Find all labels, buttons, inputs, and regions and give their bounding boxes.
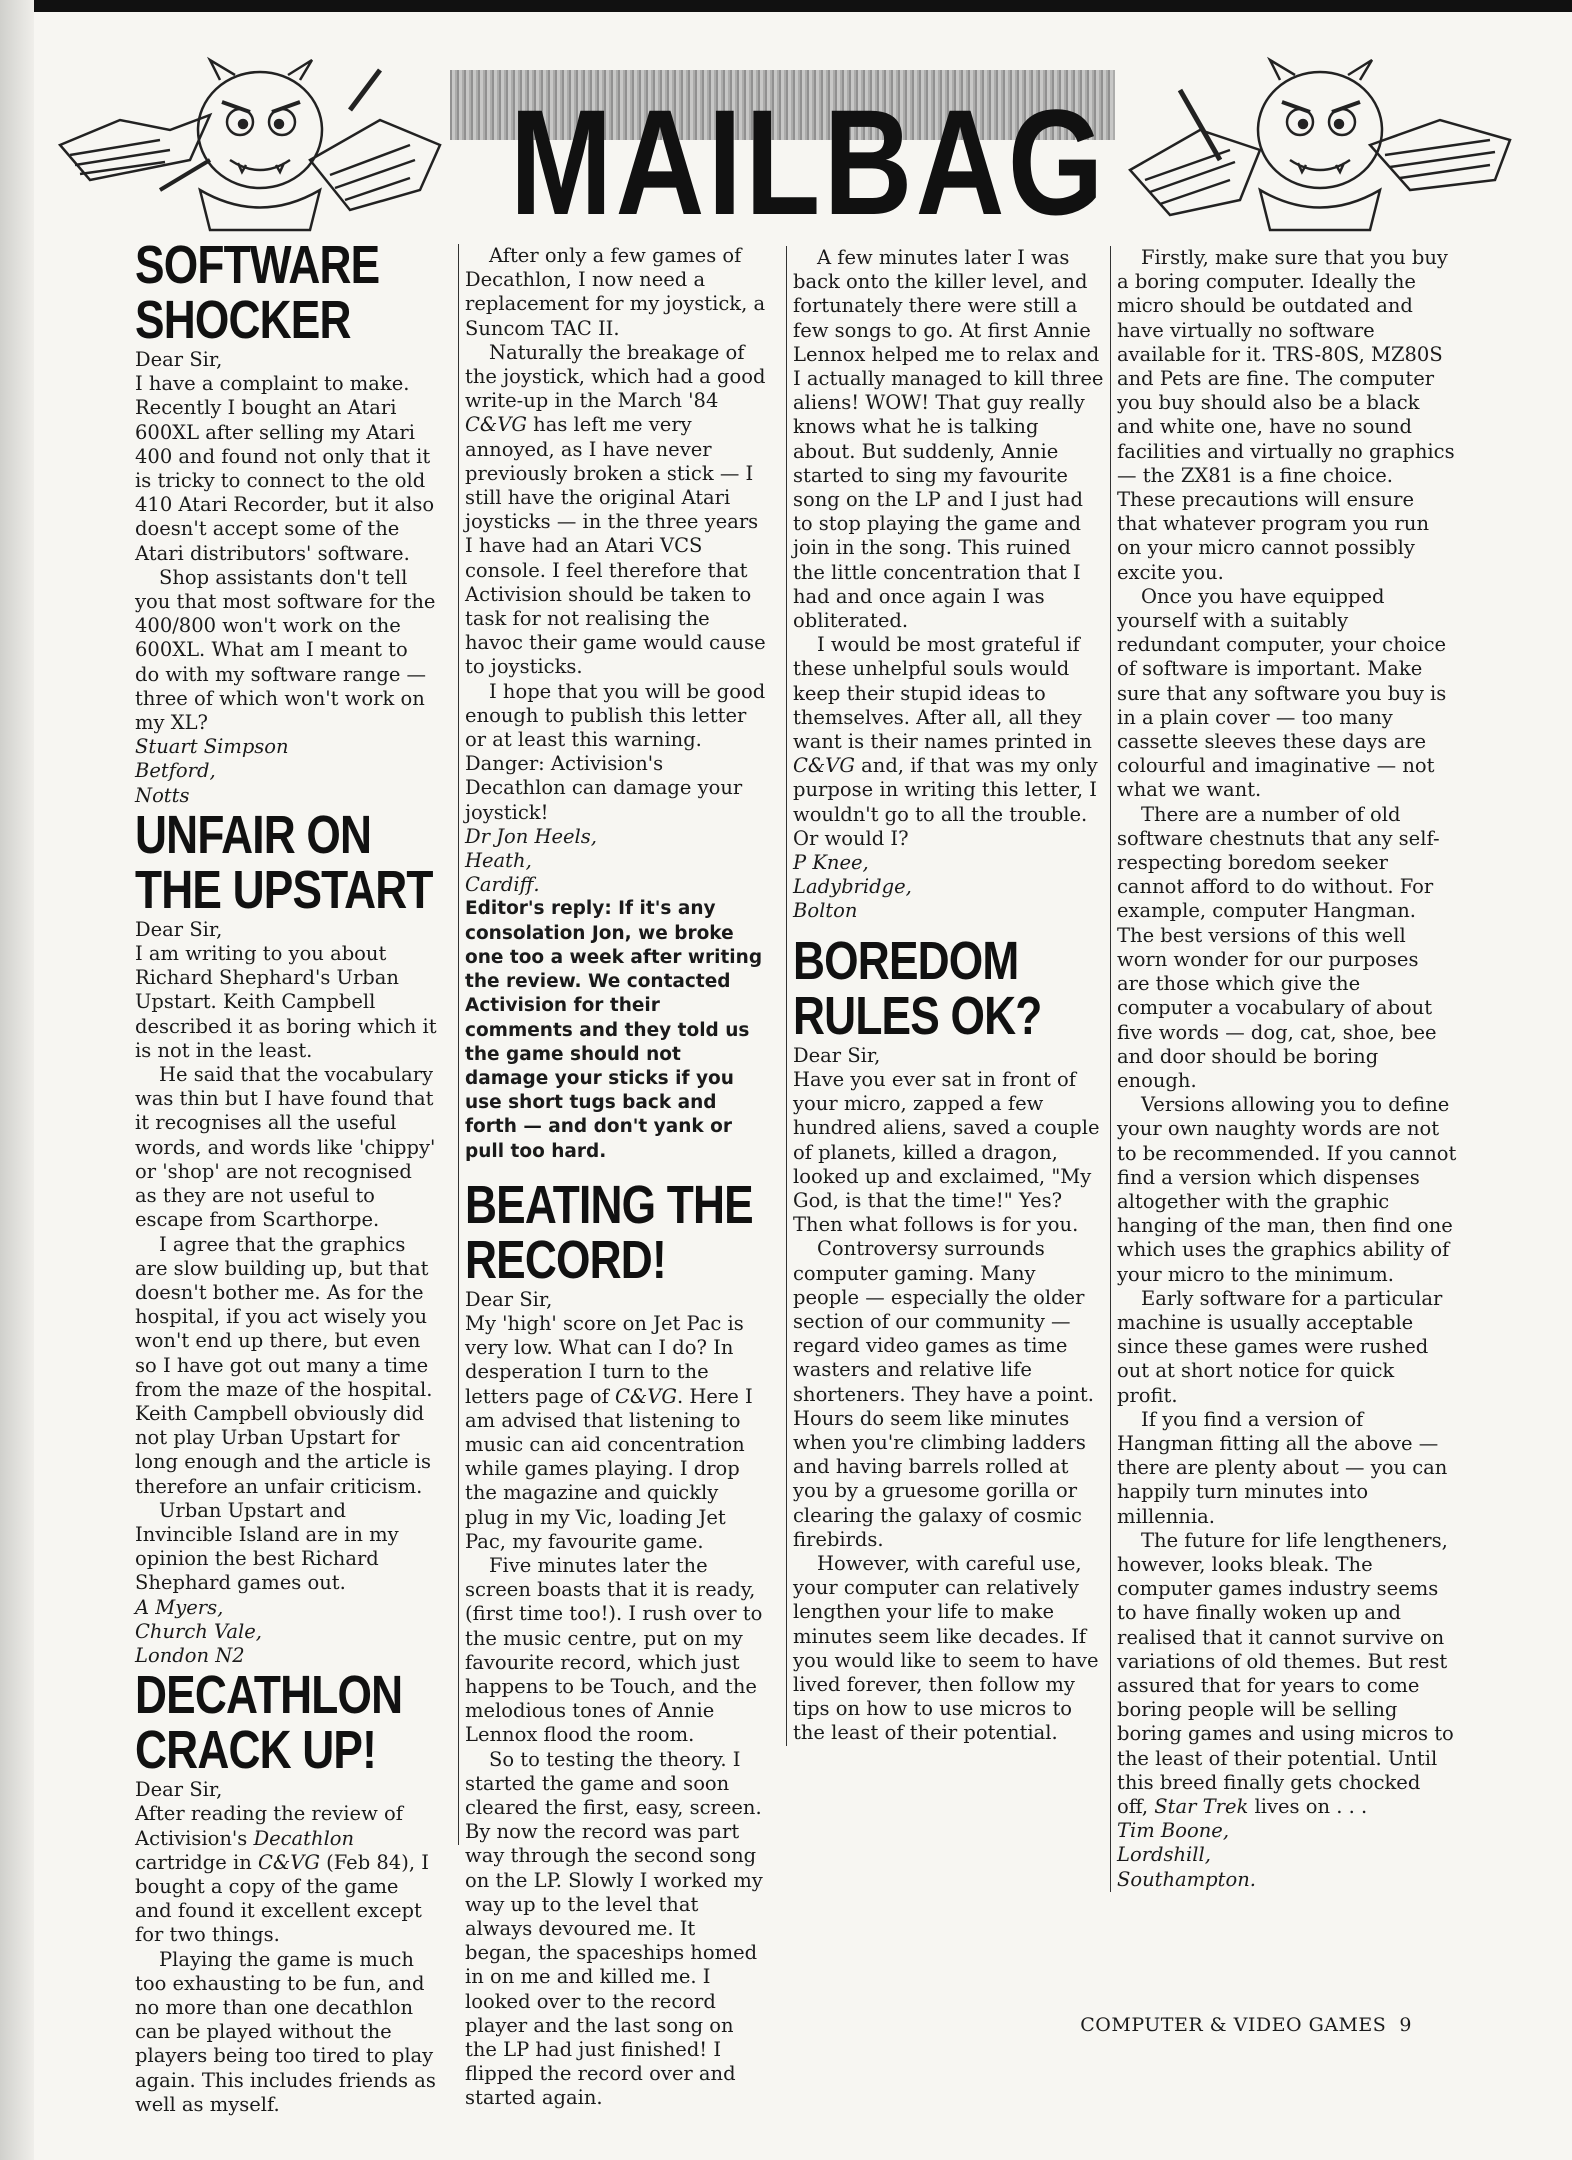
- signature-name: A Myers,: [135, 1595, 224, 1619]
- page-footer: [1080, 2014, 1412, 2036]
- salutation: Dear Sir,: [135, 917, 223, 941]
- letter-paragraph: Playing the game is much too exhausting to be fun, and no more than one decathlon can be played without the players being too tired to play again. This includes friends as well as myself.: [135, 1947, 436, 2116]
- signature-line: Heath,: [465, 849, 532, 873]
- top-edge: [0, 0, 1572, 12]
- monster-writer-illustration-right: [1120, 50, 1520, 235]
- signature-name: Dr Jon Heels,: [465, 824, 597, 848]
- signature-line: Lordshill,: [1117, 1843, 1211, 1867]
- letter-heading: BOREDOM RULES OK?: [793, 930, 1042, 1046]
- salutation: Dear Sir,: [135, 1778, 223, 1802]
- letter-paragraph: If you find a version of Hangman fitting all the above — there are plenty about — you can happily turn minutes into millennia.: [1117, 1407, 1448, 1528]
- signature-line: Cardiff.: [465, 873, 540, 897]
- mailbag-header: [40, 40, 1525, 246]
- signature-name: Tim Boone,: [1117, 1819, 1230, 1843]
- column-1: [135, 235, 437, 2117]
- letter-paragraph: I hope that you will be good enough to publish this letter or at least this warning. Danger: Activision's Decathlon can damage your joystick!: [465, 679, 766, 824]
- letter-paragraph: After only a few games of Decathlon, I now need a replacement for my joystick, a Suncom TAC II.: [465, 244, 766, 340]
- letter-paragraph: However, with careful use, your computer can relatively lengthen your life to make minutes seem like decades. If you would like to seem to have lived forever, then follow my tips on how to use micros to the least of their potential.: [793, 1551, 1099, 1745]
- letter-paragraph: Early software for a particular machine is usually acceptable since these games were rushed out at short notice for quick profit.: [1117, 1286, 1443, 1407]
- letter-paragraph: Shop assistants don't tell you that most software for the 400/800 won't work on the 600XL. What am I meant to do with my software range — three of which won't work on my XL?: [135, 565, 436, 735]
- letter-paragraph: The future for life lengtheners, however, looks bleak. The computer games industry seems to have finally woken up and realised that it cannot survive on variations of old themes. But rest assured that for years to come boring people will be selling boring games and using micros to the least of their potential. Until this breed finally gets chocked off, Star Trek lives on . . .: [1117, 1528, 1454, 1818]
- letter-paragraph: Urban Upstart and Invincible Island are in my opinion the best Richard Shephard games out.: [135, 1498, 399, 1595]
- letter-paragraph: Once you have equipped yourself with a suitably redundant computer, your choice of software is important. Make sure that any software you buy is in a plain cover — too many cassette sleeves these days are colourful and imaginative — not what we want.: [1117, 584, 1447, 802]
- letter-paragraph: There are a number of old software chestnuts that any self-respecting boredom seeker cannot afford to do without. For example, computer Hangman. The best versions of this well worn wonder for our purposes are those which give the computer a vocabulary of about five words — dog, cat, shoe, bee and door should be boring enough.: [1117, 802, 1440, 1092]
- signature-line: Ladybridge,: [793, 875, 912, 899]
- column-2: [458, 244, 767, 2110]
- letter-paragraph: After reading the review of Activision's Decathlon cartridge in C&VG (Feb 84), I bought a copy of the game and found it excellent except for two things.: [135, 1802, 429, 1947]
- salutation: Dear Sir,: [793, 1043, 881, 1067]
- signature-line: Southampton.: [1117, 1867, 1256, 1891]
- mailbag-logo: [450, 40, 1115, 246]
- editor-reply: Editor's reply: If it's any consolation Jon, we broke one too a week after writing the review. We contacted Activision for their comments and they told us the game should not damage your sticks if you use short tugs back and forth — and don't yank or pull too hard.: [465, 898, 763, 1162]
- letter-heading: UNFAIR ON THE UPSTART: [135, 804, 433, 920]
- signature-line: London N2: [135, 1643, 245, 1667]
- magazine-name: COMPUTER & VIDEO GAMES: [1080, 2014, 1387, 2036]
- letter-paragraph: So to testing the theory. I started the game and soon cleared the first, easy, screen. By now the record was part way through the second song on the LP. Slowly I worked my way up to the level that always devoured me. It began, the spaceships homed in on me and killed me. I looked over to the record player and the last song on the LP had just finished! I flipped the record over and started again.: [465, 1747, 763, 2110]
- signature-name: Stuart Simpson: [135, 735, 289, 759]
- letter-paragraph: I would be most grateful if these unhelpful souls would keep their stupid ideas to themselves. After all, all they want is their names printed in C&VG and, if that was my only purpose in writing this letter, I wouldn't go to all the trouble. Or would I?: [793, 633, 1098, 850]
- column-4: [1110, 246, 1457, 1892]
- letter-paragraph: I am writing to you about Richard Shephard's Urban Upstart. Keith Campbell described it as boring which it is not in the least.: [135, 942, 437, 1062]
- letter-paragraph: Have you ever sat in front of your micro, zapped a few hundred aliens, saved a couple of planets, killed a dragon, looked up and exclaimed, "My God, is that the time!" Yes? Then what follows is for you.: [793, 1067, 1100, 1237]
- page-number: 9: [1399, 2014, 1412, 2036]
- letter-paragraph: Versions allowing you to define your own naughty words are not to be recommended. If you cannot find a version which dispenses altogether with the graphic hanging of the man, then find one which uses the graphics ability of your micro to the minimum.: [1117, 1093, 1457, 1286]
- signature-name: P Knee,: [793, 851, 869, 875]
- page-title: MAILBAG: [509, 78, 1107, 246]
- letter-paragraph: I have a complaint to make. Recently I bought an Atari 600XL after selling my Atari 400 and found not only that it is tricky to connect to the old 410 Atari Recorder, but it also doesn't accept some of the Atari distributors' software.: [135, 372, 435, 565]
- letter-heading: SOFTWARE SHOCKER: [135, 235, 380, 350]
- letter-paragraph: Firstly, make sure that you buy a boring computer. Ideally the micro should be outdated and have virtually no software available for it. TRS-80S, MZ80S and Pets are fine. The computer you buy should also be a black and white one, have no sound facilities and virtually no graphics — the ZX81 is a fine choice. These precautions will ensure that whatever program you run on your micro cannot possibly excite you.: [1117, 246, 1455, 584]
- salutation: Dear Sir,: [465, 1287, 553, 1311]
- letter-paragraph: He said that the vocabulary was thin but I have found that it recognises all the useful words, and words like 'chippy' or 'shop' are not recognised as they are not useful to escape from Scarthorpe.: [135, 1063, 436, 1232]
- letter-paragraph: A few minutes later I was back onto the killer level, and fortunately there were still a few songs to go. At first Annie Lennox helped me to relax and I actually managed to kill three aliens! WOW! That guy really knows what he is talking about. But suddenly, Annie started to sing my favourite song on the LP and I just had to stop playing the game and join in the song. This ruined the little concentration that I had and once again I was obliterated.: [793, 246, 1104, 633]
- letter-paragraph: My 'high' score on Jet Pac is very low. What can I do? In desperation I turn to the letters page of C&VG. Here I am advised that listening to music can aid concentration while games playing. I drop the magazine and quickly plug in my Vic, loading Jet Pac, my favourite game.: [465, 1311, 753, 1553]
- column-3: [786, 246, 1105, 1746]
- signature-line: Betford,: [135, 759, 216, 783]
- signature-line: Church Vale,: [135, 1619, 262, 1643]
- letter-heading: DECATHLON CRACK UP!: [135, 1665, 403, 1781]
- letter-heading: BEATING THE RECORD!: [465, 1174, 753, 1290]
- signature-line: Bolton: [793, 899, 858, 923]
- monster-writer-illustration-left: [50, 50, 450, 235]
- letter-paragraph: Five minutes later the screen boasts that it is ready, (first time too!). I rush over to the music centre, put on my favourite record, which just happens to be Touch, and the melodious tones of Annie Lennox flood the room.: [465, 1553, 763, 1747]
- salutation: Dear Sir,: [135, 348, 223, 371]
- letter-paragraph: Naturally the breakage of the joystick, which had a good write-up in the March '84 C&VG has left me very annoyed, as I have never previously broken a stick — I still have the original Atari joysticks — in the three years I have had an Atari VCS console. I feel therefore that Activision should be taken to task for not realising the havoc their game would cause to joysticks.: [465, 340, 766, 679]
- letter-paragraph: I agree that the graphics are slow building up, but that doesn't bother me. As for the hospital, if you act wisely you won't end up there, but even so I have got out many a time from the maze of the hospital. Keith Campbell obviously did not play Urban Upstart for long enough and the article is therefore an unfair criticism.: [135, 1232, 433, 1498]
- page-binding-shadow: [0, 0, 34, 2160]
- letter-paragraph: Controversy surrounds computer gaming. Many people — especially the older section of our community — regard video games as time wasters and relative life shorteners. They have a point. Hours do seem like minutes when you're climbing ladders and having barrels rolled at you by a gruesome gorilla or clearing the galaxy of cosmic firebirds.: [793, 1237, 1094, 1551]
- signature-line: Notts: [135, 783, 190, 807]
